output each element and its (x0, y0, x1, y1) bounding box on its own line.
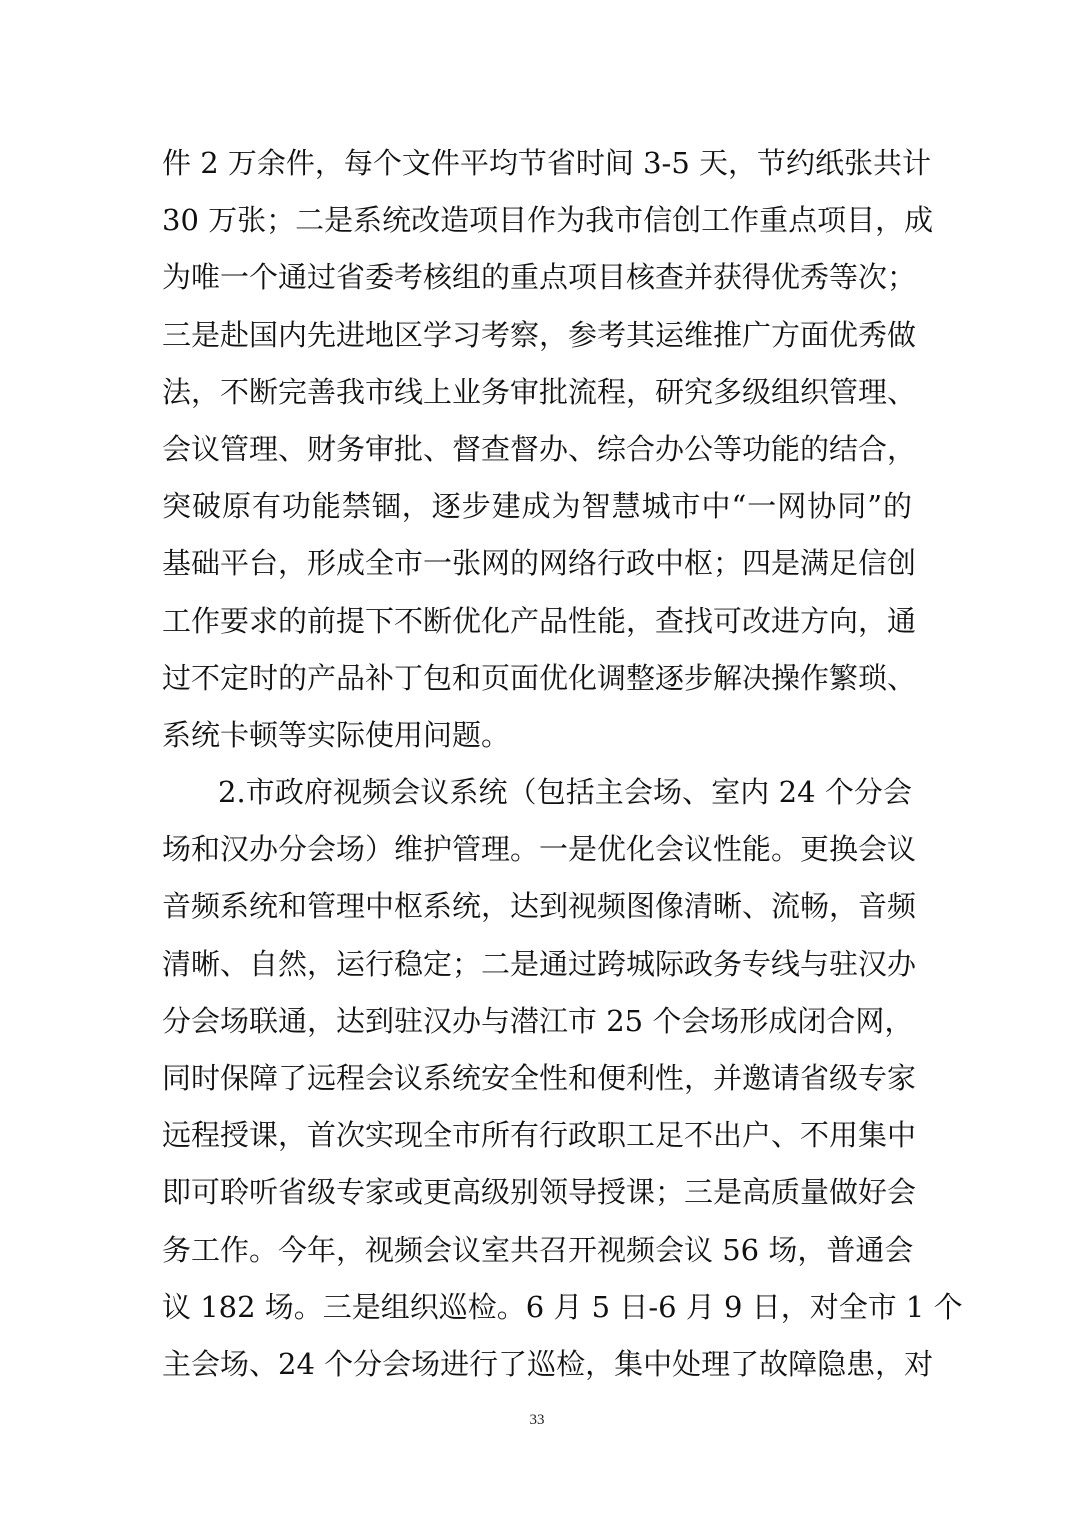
text-line: 法，不断完善我市线上业务审批流程，研究多级组织管理、 (162, 374, 917, 409)
text-line: 分会场联通，达到驻汉办与潜江市 25 个会场形成闭合网， (162, 1003, 914, 1038)
text-line: 音频系统和管理中枢系统，达到视频图像清晰、流畅，音频 (162, 889, 917, 924)
text-line: 场和汉办分会场）维护管理。一是优化会议性能。更换会议 (162, 832, 917, 867)
text-line: 三是赴国内先进地区学习考察，参考其运维推广方面优秀做 (162, 317, 917, 352)
page-number: 33 (529, 1412, 545, 1428)
text-line: 突破原有功能禁锢，逐步建成为智慧城市中“一网协同”的 (162, 489, 912, 524)
text-line: 会议管理、财务审批、督查督办、综合办公等功能的结合， (162, 431, 917, 466)
paragraph-first-line: 2.市政府视频会议系统（包括主会场、室内 24 个分会 (218, 775, 912, 810)
text-line: 远程授课，首次实现全市所有行政职工足不出户、不用集中 (162, 1118, 917, 1153)
text-line: 清晰、自然，运行稳定；二是通过跨城际政务专线与驻汉办 (162, 946, 917, 981)
text-line: 过不定时的产品补丁包和页面优化调整逐步解决操作繁琐、 (162, 660, 917, 695)
text-line: 基础平台，形成全市一张网的网络行政中枢；四是满足信创 (162, 546, 917, 581)
text-line: 议 182 场。三是组织巡检。6 月 5 日-6 月 9 日，对全市 1 个 (162, 1289, 963, 1324)
body-text (162, 135, 963, 1393)
text-line: 同时保障了远程会议系统安全性和便利性，并邀请省级专家 (162, 1061, 917, 1095)
text-line: 30 万张；二是系统改造项目作为我市信创工作重点项目，成 (162, 203, 934, 238)
text-line: 即可聆听省级专家或更高级别领导授课；三是高质量做好会 (162, 1175, 917, 1210)
text-line: 务工作。今年，视频会议室共召开视频会议 56 场，普通会 (162, 1232, 914, 1267)
text-line: 系统卡顿等实际使用问题。 (162, 717, 511, 752)
text-line: 为唯一个通过省委考核组的重点项目核查并获得优秀等次； (162, 260, 917, 295)
text-line: 工作要求的前提下不断优化产品性能，查找可改进方向，通 (162, 603, 917, 638)
text-line: 主会场、24 个分会场进行了巡检，集中处理了故障隐患，对 (162, 1346, 934, 1381)
text-line: 件 2 万余件，每个文件平均节省时间 3-5 天，节约纸张共计 (162, 146, 932, 180)
